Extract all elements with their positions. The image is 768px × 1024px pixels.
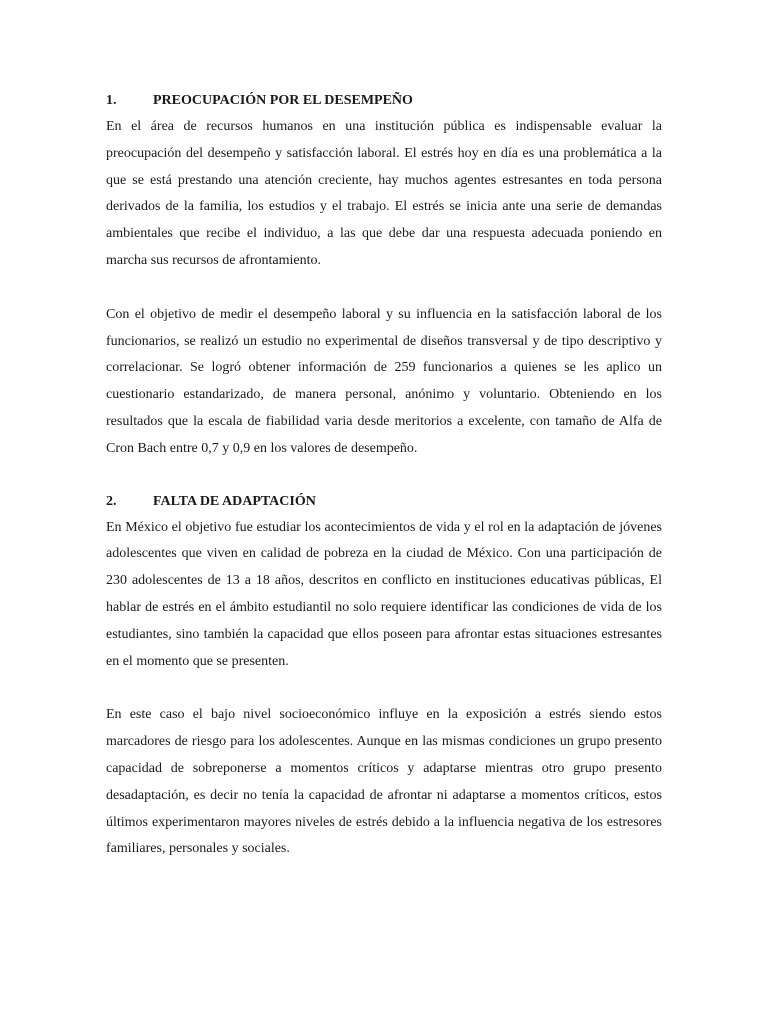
- section-title: PREOCUPACIÓN POR EL DESEMPEÑO: [153, 93, 413, 108]
- section-number: 1.: [106, 93, 117, 108]
- section-2: [106, 489, 662, 864]
- paragraph: En este caso el bajo nivel socioeconómico influye en la exposición a estrés siendo estos marcadores de riesgo para los adolescentes. Aunque en las mismas condiciones un grupo presento capacidad de sobreponerse a momentos críticos y adaptarse mientras otro grupo presento desadaptación, es decir no tenía la capacidad de afrontar ni adaptarse a momentos críticos, estos últimos experimentaron mayores niveles de estrés debido a la influencia negativa de los estresores familiares, personales y sociales.: [106, 707, 662, 857]
- paragraph: En el área de recursos humanos en una institución pública es indispensable evaluar la preocupación del desempeño y satisfacción laboral. El estrés hoy en día es una problemática a la que se está prestando una atención creciente, hay muchos agentes estresantes en toda persona derivados de la familia, los estudios y el trabajo. El estrés se inicia ante una serie de demandas ambientales que recibe el individuo, a las que debe dar una respuesta adecuada poniendo en marcha sus recursos de afrontamiento.: [106, 119, 662, 268]
- section-1: [106, 88, 662, 463]
- section-heading: [106, 489, 662, 515]
- paragraph: Con el objetivo de medir el desempeño laboral y su influencia en la satisfacción laboral de los funcionarios, se realizó un estudio no experimental de diseños transversal y de tipo descriptivo y correlacionar. Se logró obtener información de 259 funcionarios a quienes se les aplico un cuestionario estandarizado, de manera personal, anónimo y voluntario. Obteniendo en los resultados que la escala de fiabilidad varia desde meritorios a excelente, con tamaño de Alfa de Cron Bach entre 0,7 y 0,9 en los valores de desempeño.: [106, 306, 662, 456]
- section-spacer: [106, 463, 662, 489]
- document-page: [106, 88, 662, 863]
- paragraph: En México el objetivo fue estudiar los acontecimientos de vida y el rol en la adaptación de jóvenes adolescentes que viven en calidad de pobreza en la ciudad de México. Con una participación de 230 adolescentes de 13 a 18 años, descritos en conflicto en instituciones educativas públicas, El hablar de estrés en el ámbito estudiantil no solo requiere identificar las condiciones de vida de los estudiantes, sino también la capacidad que ellos poseen para afrontar estas situaciones estresantes en el momento que se presenten.: [106, 519, 662, 669]
- paragraph-spacer: [106, 275, 662, 302]
- section-heading: [106, 88, 662, 114]
- paragraph-spacer: [106, 675, 662, 702]
- section-title: FALTA DE ADAPTACIÓN: [153, 493, 316, 509]
- section-number: 2.: [106, 493, 117, 509]
